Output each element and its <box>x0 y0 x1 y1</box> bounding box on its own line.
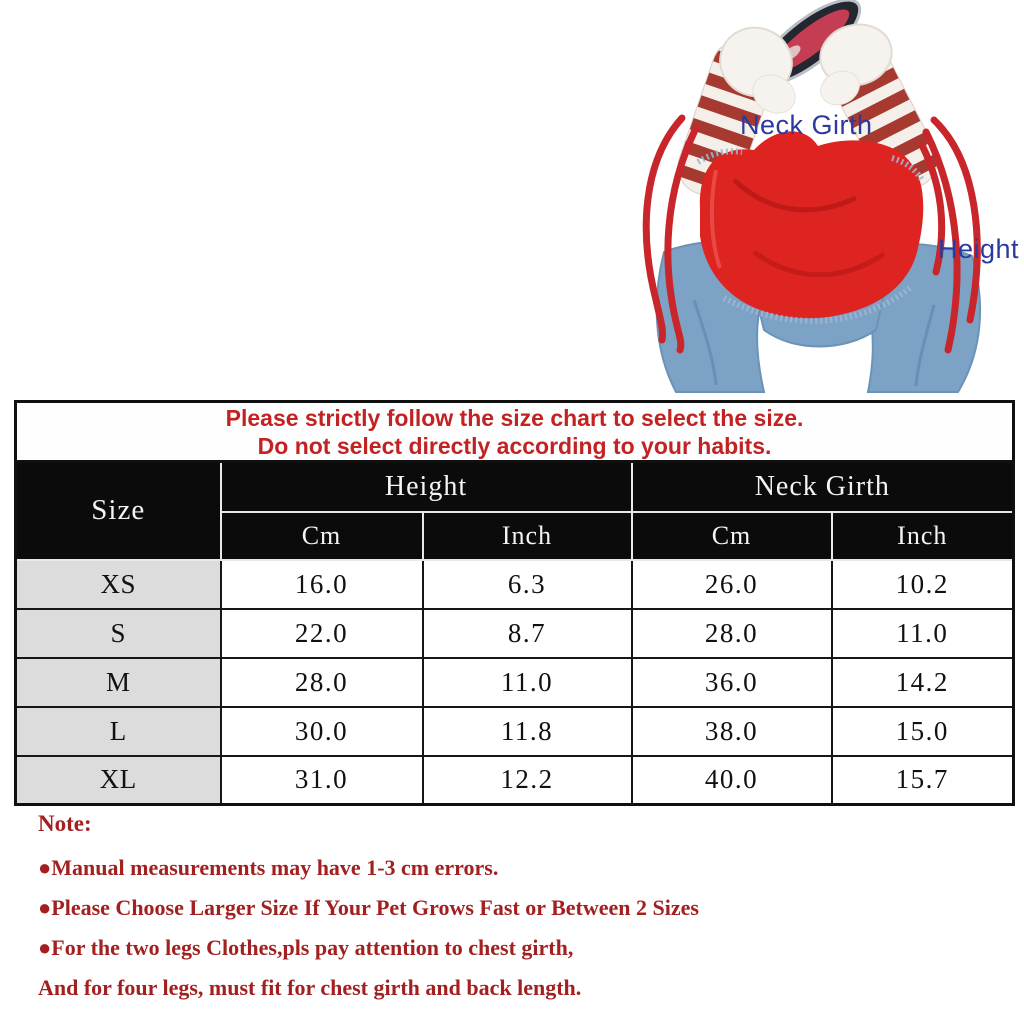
value-cell: 38.0 <box>632 707 832 756</box>
size-cell: M <box>16 658 221 707</box>
neck-girth-group-header: Neck Girth <box>632 462 1014 512</box>
neck-girth-label: Neck Girth <box>740 110 873 140</box>
note-item: And for four legs, must fit for chest girth and back length. <box>38 975 582 1000</box>
height-label: Height <box>938 234 1020 264</box>
size-cell: S <box>16 609 221 658</box>
size-cell: XS <box>16 560 221 609</box>
table-row-m <box>16 658 1014 707</box>
note-item: ●Manual measurements may have 1-3 cm errors. <box>38 855 499 880</box>
notice-line-2: Do not select directly according to your habits. <box>257 432 772 459</box>
product-photo <box>604 0 1024 400</box>
table-row-xs <box>16 560 1014 609</box>
value-cell: 11.0 <box>423 658 632 707</box>
value-cell: 15.0 <box>832 707 1014 756</box>
costume-illustration <box>604 0 1024 400</box>
value-cell: 11.0 <box>832 609 1014 658</box>
size-cell: L <box>16 707 221 756</box>
value-cell: 14.2 <box>832 658 1014 707</box>
height-inch-header: Inch <box>423 512 632 560</box>
table-row-l <box>16 707 1014 756</box>
value-cell: 36.0 <box>632 658 832 707</box>
red-shirt-icon <box>700 131 923 318</box>
notice-cell <box>16 402 1014 462</box>
notes-section <box>38 810 998 1014</box>
value-cell: 10.2 <box>832 560 1014 609</box>
notice-row <box>16 402 1014 462</box>
value-cell: 28.0 <box>221 658 423 707</box>
value-cell: 40.0 <box>632 756 832 805</box>
size-cell: XL <box>16 756 221 805</box>
value-cell: 31.0 <box>221 756 423 805</box>
value-cell: 8.7 <box>423 609 632 658</box>
size-chart-table <box>14 400 1015 806</box>
notice-line-1: Please strictly follow the size chart to select the size. <box>225 404 804 431</box>
value-cell: 30.0 <box>221 707 423 756</box>
value-cell: 11.8 <box>423 707 632 756</box>
neck-cm-header: Cm <box>632 512 832 560</box>
neck-inch-header: Inch <box>832 512 1014 560</box>
height-group-header: Height <box>221 462 632 512</box>
table-row-xl <box>16 756 1014 805</box>
size-column-header: Size <box>16 462 221 560</box>
value-cell: 6.3 <box>423 560 632 609</box>
table-row-s <box>16 609 1014 658</box>
notes-heading: Note: <box>38 811 92 836</box>
note-item: ●For the two legs Clothes,pls pay attention to chest girth, <box>38 935 574 960</box>
value-cell: 28.0 <box>632 609 832 658</box>
value-cell: 22.0 <box>221 609 423 658</box>
value-cell: 16.0 <box>221 560 423 609</box>
value-cell: 15.7 <box>832 756 1014 805</box>
value-cell: 26.0 <box>632 560 832 609</box>
height-cm-header: Cm <box>221 512 423 560</box>
value-cell: 12.2 <box>423 756 632 805</box>
note-item: ●Please Choose Larger Size If Your Pet Grows Fast or Between 2 Sizes <box>38 895 699 920</box>
group-header-row <box>16 462 1014 512</box>
